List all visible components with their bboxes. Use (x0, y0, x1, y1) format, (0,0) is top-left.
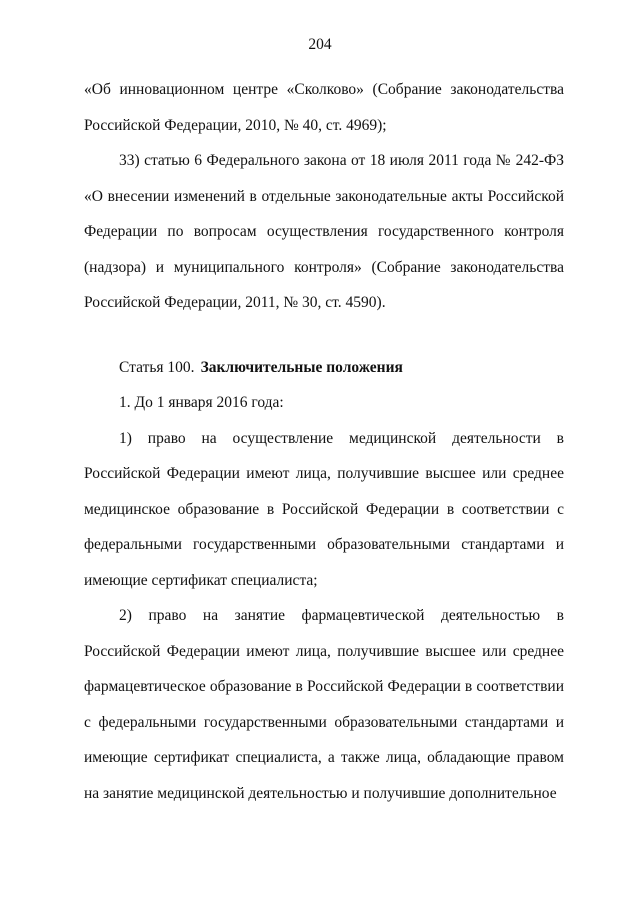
paragraph-skolkovo-reference: «Об инновационном центре «Сколково» (Собрание законодательства Российской Федерации, 2010, № 40, ст. 4969); (84, 81, 564, 134)
paragraph-clause-1: 1. До 1 января 2016 года: (119, 394, 284, 411)
paragraph-subclause-1: 1) право на осуществление медицинской деятельности в Российской Федерации имеют лица, получившие высшее или среднее медицинское образование в Российской Федерации в соответствии с федеральными государственными образовательными стандартами и имеющие сертификат специалиста; (84, 429, 564, 589)
page-number: 204 (308, 36, 332, 53)
document-body (84, 72, 564, 811)
paragraph-subclause-2: 2) право на занятие фармацевтической деятельностью в Российской Федерации имеют лица, получившие высшее или среднее фармацевтическое образование в Российской Федерации в соответствии с федеральными государственными образовательными стандартами и имеющие сертификат специалиста, а также лица, обладающие правом на занятие медицинской деятельностью и получившие дополнительное (84, 607, 564, 802)
paragraph-item-33: 33) статью 6 Федерального закона от 18 июля 2011 года № 242-ФЗ «О внесении изменений в отдельные законодательные акты Российской Федерации по вопросам осуществления государственного контроля (надзора) и муниципального контроля» (Собрание законодательства Российской Федерации, 2011, № 30, ст. 4590). (84, 152, 564, 311)
article-title: Заключительные положения (200, 358, 403, 376)
article-heading (84, 350, 564, 386)
article-label: Статья 100. (119, 358, 195, 376)
